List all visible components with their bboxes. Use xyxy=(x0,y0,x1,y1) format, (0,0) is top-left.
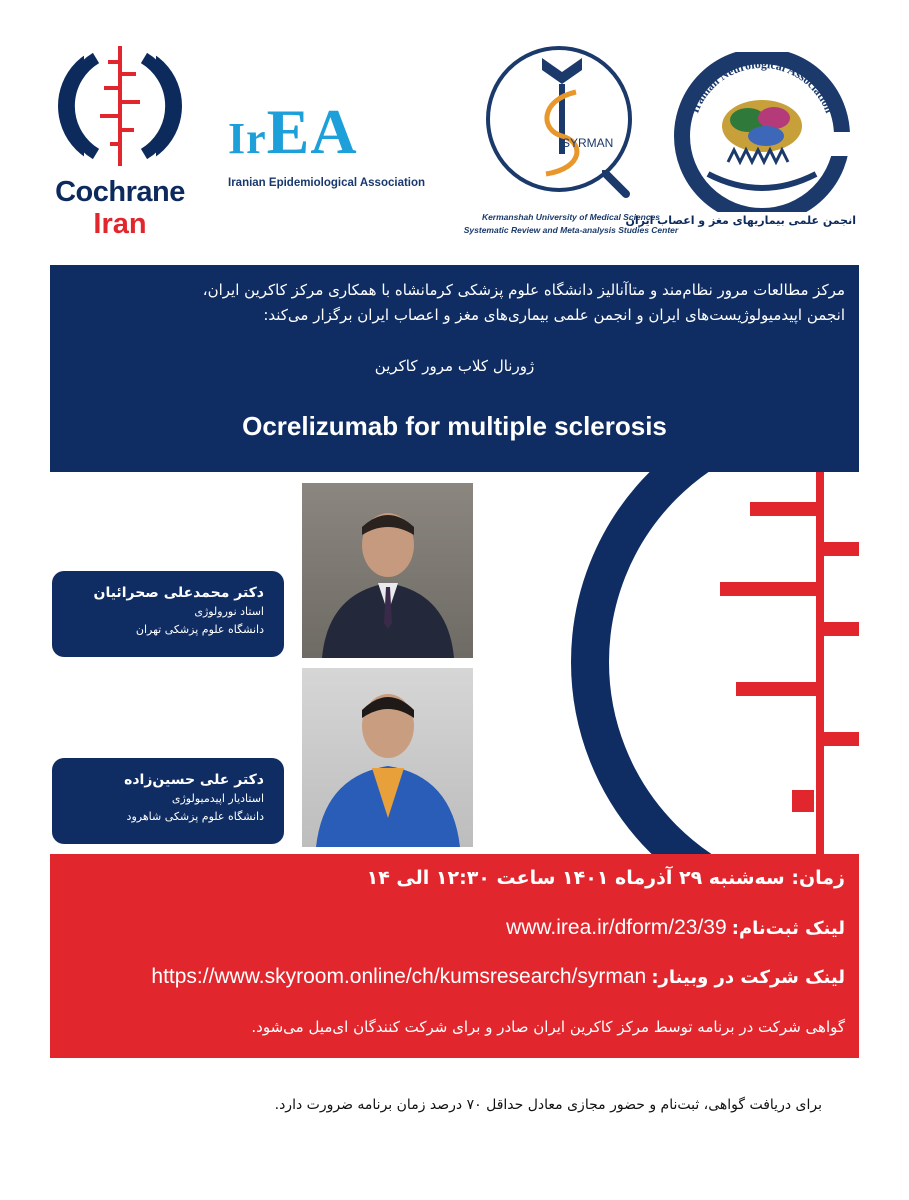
footer-note: برای دریافت گواهی، ثبت‌نام و حضور مجازی معادل حداقل ۷۰ درصد زمان برنامه ضرورت دارد. xyxy=(274,1097,822,1113)
speaker-card-2 xyxy=(52,758,284,844)
webinar-label: لینک شرکت در وبینار: xyxy=(651,967,845,988)
intro-line-2: انجمن اپیدمیولوژیست‌های ایران و انجمن علمی بیماری‌های مغز و اعصاب ایران برگزار می‌کند: xyxy=(263,306,845,324)
syrman-university: Kermanshah University of Medical Sciences xyxy=(481,212,661,222)
magnifier-handle-icon xyxy=(602,170,632,200)
speaker-photo-2 xyxy=(302,668,473,847)
irea-wordmark: IrEA xyxy=(228,96,358,167)
cochrane-mark-icon xyxy=(56,42,184,170)
irea-logo xyxy=(228,96,446,196)
speaker-title: استادیار اپیدمیولوژی xyxy=(171,792,264,805)
paper-title: Ocrelizumab for multiple sclerosis xyxy=(242,411,667,441)
ina-emblem-icon xyxy=(668,52,856,212)
ina-name-fa: انجمن علمی بیماریهای مغز و اعصاب ایران xyxy=(625,214,856,227)
decorative-cochrane-arc xyxy=(540,472,859,854)
cochrane-iran-logo xyxy=(50,42,190,252)
speaker-title: استاد نورولوژی xyxy=(194,605,264,618)
iran-word: Iran xyxy=(93,208,147,240)
ina-name-en: Iranian Neurological Association xyxy=(687,56,837,115)
irea-subtitle: Iranian Epidemiological Association xyxy=(228,177,426,189)
syrman-center: Systematic Review and Meta-analysis Studies Center xyxy=(463,225,679,235)
ina-logo xyxy=(625,52,856,240)
speaker-affiliation: دانشگاه علوم پزشکی تهران xyxy=(135,623,264,636)
registration-label: لینک ثبت‌نام: xyxy=(731,918,845,939)
registration-link[interactable]: www.irea.ir/dform/23/39 xyxy=(506,916,727,939)
webinar-link[interactable]: https://www.skyroom.online/ch/kumsresearch/syrman xyxy=(151,965,647,988)
speaker-name: دکتر محمدعلی صحرائیان xyxy=(93,585,264,601)
webinar-row xyxy=(151,965,845,989)
syrman-emblem-icon xyxy=(532,52,592,182)
person-silhouette-icon xyxy=(302,483,473,658)
journal-club-title: ژورنال کلاب مرور کاکرین xyxy=(374,357,535,375)
speaker-card-1 xyxy=(52,571,284,657)
cochrane-word: Cochrane xyxy=(55,176,185,208)
registration-row xyxy=(506,916,845,940)
speaker-affiliation: دانشگاه علوم پزشکی شاهرود xyxy=(126,810,264,823)
person-silhouette-icon xyxy=(302,668,473,847)
speaker-name: دکتر علی حسین‌زاده xyxy=(124,772,264,788)
certificate-note: گواهی شرکت در برنامه توسط مرکز کاکرین ایران صادر و برای شرکت کنندگان ای‌میل می‌شود. xyxy=(251,1018,845,1036)
decorative-arc-icon xyxy=(540,472,859,854)
syrman-name: SYRMAN xyxy=(562,136,614,150)
intro-line-1: مرکز مطالعات مرور نظام‌مند و متاآنالیز دانشگاه علوم پزشکی کرمانشاه با همکاری مرکز کاکرین ایران، xyxy=(202,281,845,299)
header-band xyxy=(50,265,859,472)
intro-text xyxy=(80,278,845,328)
speaker-photo-1 xyxy=(302,483,473,658)
event-info-band xyxy=(50,854,859,1058)
event-time: زمان: سه‌شنبه ۲۹ آذرماه ۱۴۰۱ ساعت ۱۲:۳۰ الی ۱۴ xyxy=(366,867,845,889)
